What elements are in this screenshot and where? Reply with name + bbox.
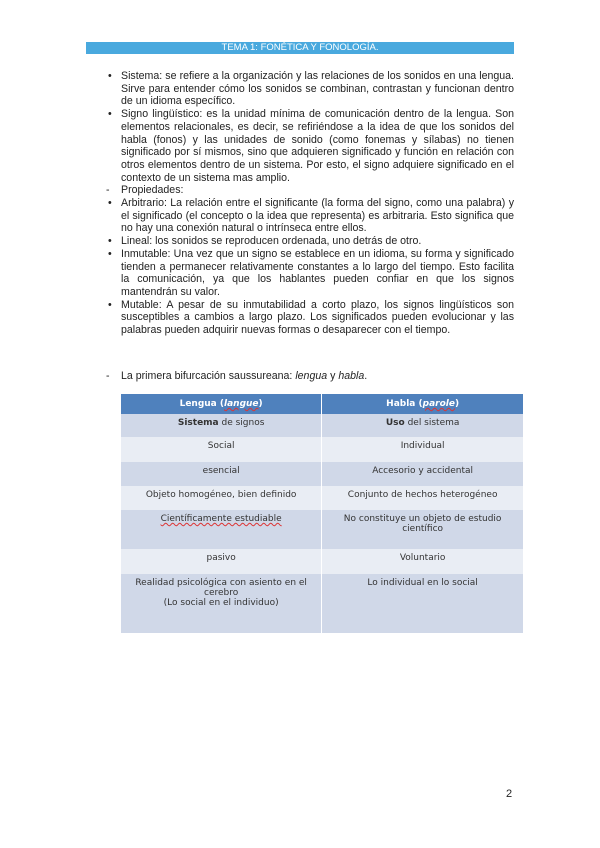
term-lengua: lengua xyxy=(295,370,328,382)
main-content xyxy=(106,70,514,337)
table-row xyxy=(121,437,524,462)
bullet-icon: • xyxy=(108,197,112,210)
dash-icon: - xyxy=(106,184,110,197)
cell-habla: No constituye un objeto de estudio científico xyxy=(322,510,524,549)
header-lengua: Lengua (langue) xyxy=(121,394,322,414)
header-habla: Habla (parole) xyxy=(322,394,524,414)
item-text: Inmutable: Una vez que un signo se establece en un idioma, su forma y significado tienden a permanecer relativamente constantes a lo largo del tiempo. Esto facilita la comunicación, ya que los hablantes pueden confiar en que los signos mantendrán su valor. xyxy=(121,247,514,298)
cell-habla: Accesorio y accidental xyxy=(322,462,524,486)
bullet-icon: • xyxy=(108,247,112,260)
cell-habla: Uso del sistema xyxy=(322,414,524,437)
cell-lengua: Realidad psicológica con asiento en el cerebro (Lo social en el individuo) xyxy=(121,574,322,633)
table-row xyxy=(121,462,524,486)
bifurcation-line xyxy=(106,370,514,383)
item-text: Sistema: se refiere a la organización y las relaciones de los sonidos en una lengua. Sirve para entender cómo los sonidos se combinan, contrastan y funcionan dentro de un idioma específico. xyxy=(121,70,514,108)
table-row xyxy=(121,574,524,633)
item-text: Mutable: A pesar de su inmutabilidad a corto plazo, los signos lingüísticos son susceptibles a cambios a largo plazo. Los significados pueden evolucionar y las palabras pueden adquirir nuevas formas o desaparecer con el tiempo. xyxy=(121,298,514,337)
properties-list xyxy=(106,197,514,337)
list-item xyxy=(108,235,514,248)
cell-lengua: Sistema de signos xyxy=(121,414,322,437)
item-text: Signo lingüístico: es la unidad mínima de comunicación dentro de la lengua. Son elementos relacionales, es decir, se refiriéndose a la idea de que los sonidos del habla (fonos) y las unidades de sonido (como fonemas y sílabas) no tienen significado por sí mismos, sino que adquieren significado y función en relación con otros elementos dentro de un sistema. Por esto, el signo adquiere significado en el contexto de un sistema mas amplio. xyxy=(121,108,514,184)
table-row xyxy=(121,486,524,510)
table-row xyxy=(121,549,524,574)
parole-term: parole xyxy=(422,399,455,409)
dash-icon: - xyxy=(106,370,110,382)
bifurcation-and: y xyxy=(327,370,339,382)
langue-term: langue xyxy=(224,399,259,409)
list-item xyxy=(108,197,514,235)
bifurcation-prefix: La primera bifurcación saussureana: xyxy=(121,370,296,382)
bullet-icon: • xyxy=(108,70,112,82)
bullet-icon: • xyxy=(108,298,112,311)
page-number: 2 xyxy=(506,788,513,800)
term-habla: habla xyxy=(338,370,365,382)
cell-lengua: esencial xyxy=(121,462,322,486)
cell-habla: Lo individual en lo social xyxy=(322,574,524,633)
header-title: TEMA 1: FONÉTICA Y FONOLOGÍA. xyxy=(221,42,379,53)
list-item xyxy=(108,298,514,337)
cell-lengua: pasivo xyxy=(121,549,322,574)
cell-lengua: Científicamente estudiable xyxy=(121,510,322,549)
cell-lengua: Social xyxy=(121,437,322,462)
list-item xyxy=(108,70,514,108)
bullet-icon: • xyxy=(108,108,112,121)
cell-habla: Conjunto de hechos heterogéneo xyxy=(322,486,524,510)
properties-label: Propiedades: xyxy=(121,184,184,197)
table-row xyxy=(121,414,524,437)
item-text: Lineal: los sonidos se reproducen ordenada, uno detrás de otro. xyxy=(121,235,422,248)
document-header xyxy=(86,42,514,54)
cell-habla: Individual xyxy=(322,437,524,462)
item-text: Arbitrario: La relación entre el significante (la forma del signo, como una palabra) y el significado (el concepto o la idea que representa) es arbitraria. Esto significa que no hay una conexión natural o intrínseca entre ellos. xyxy=(121,197,514,235)
table-row xyxy=(121,510,524,549)
table-header-row xyxy=(121,394,524,414)
cell-habla: Voluntario xyxy=(322,549,524,574)
bifurcation-intro xyxy=(106,370,514,383)
list-item xyxy=(108,108,514,184)
bullet-icon: • xyxy=(108,235,112,248)
properties-heading xyxy=(106,184,514,197)
bifurcation-suffix: . xyxy=(364,370,368,382)
comparison-table xyxy=(121,394,524,633)
section1-list xyxy=(106,70,514,184)
cell-lengua: Objeto homogéneo, bien definido xyxy=(121,486,322,510)
list-item xyxy=(108,247,514,299)
